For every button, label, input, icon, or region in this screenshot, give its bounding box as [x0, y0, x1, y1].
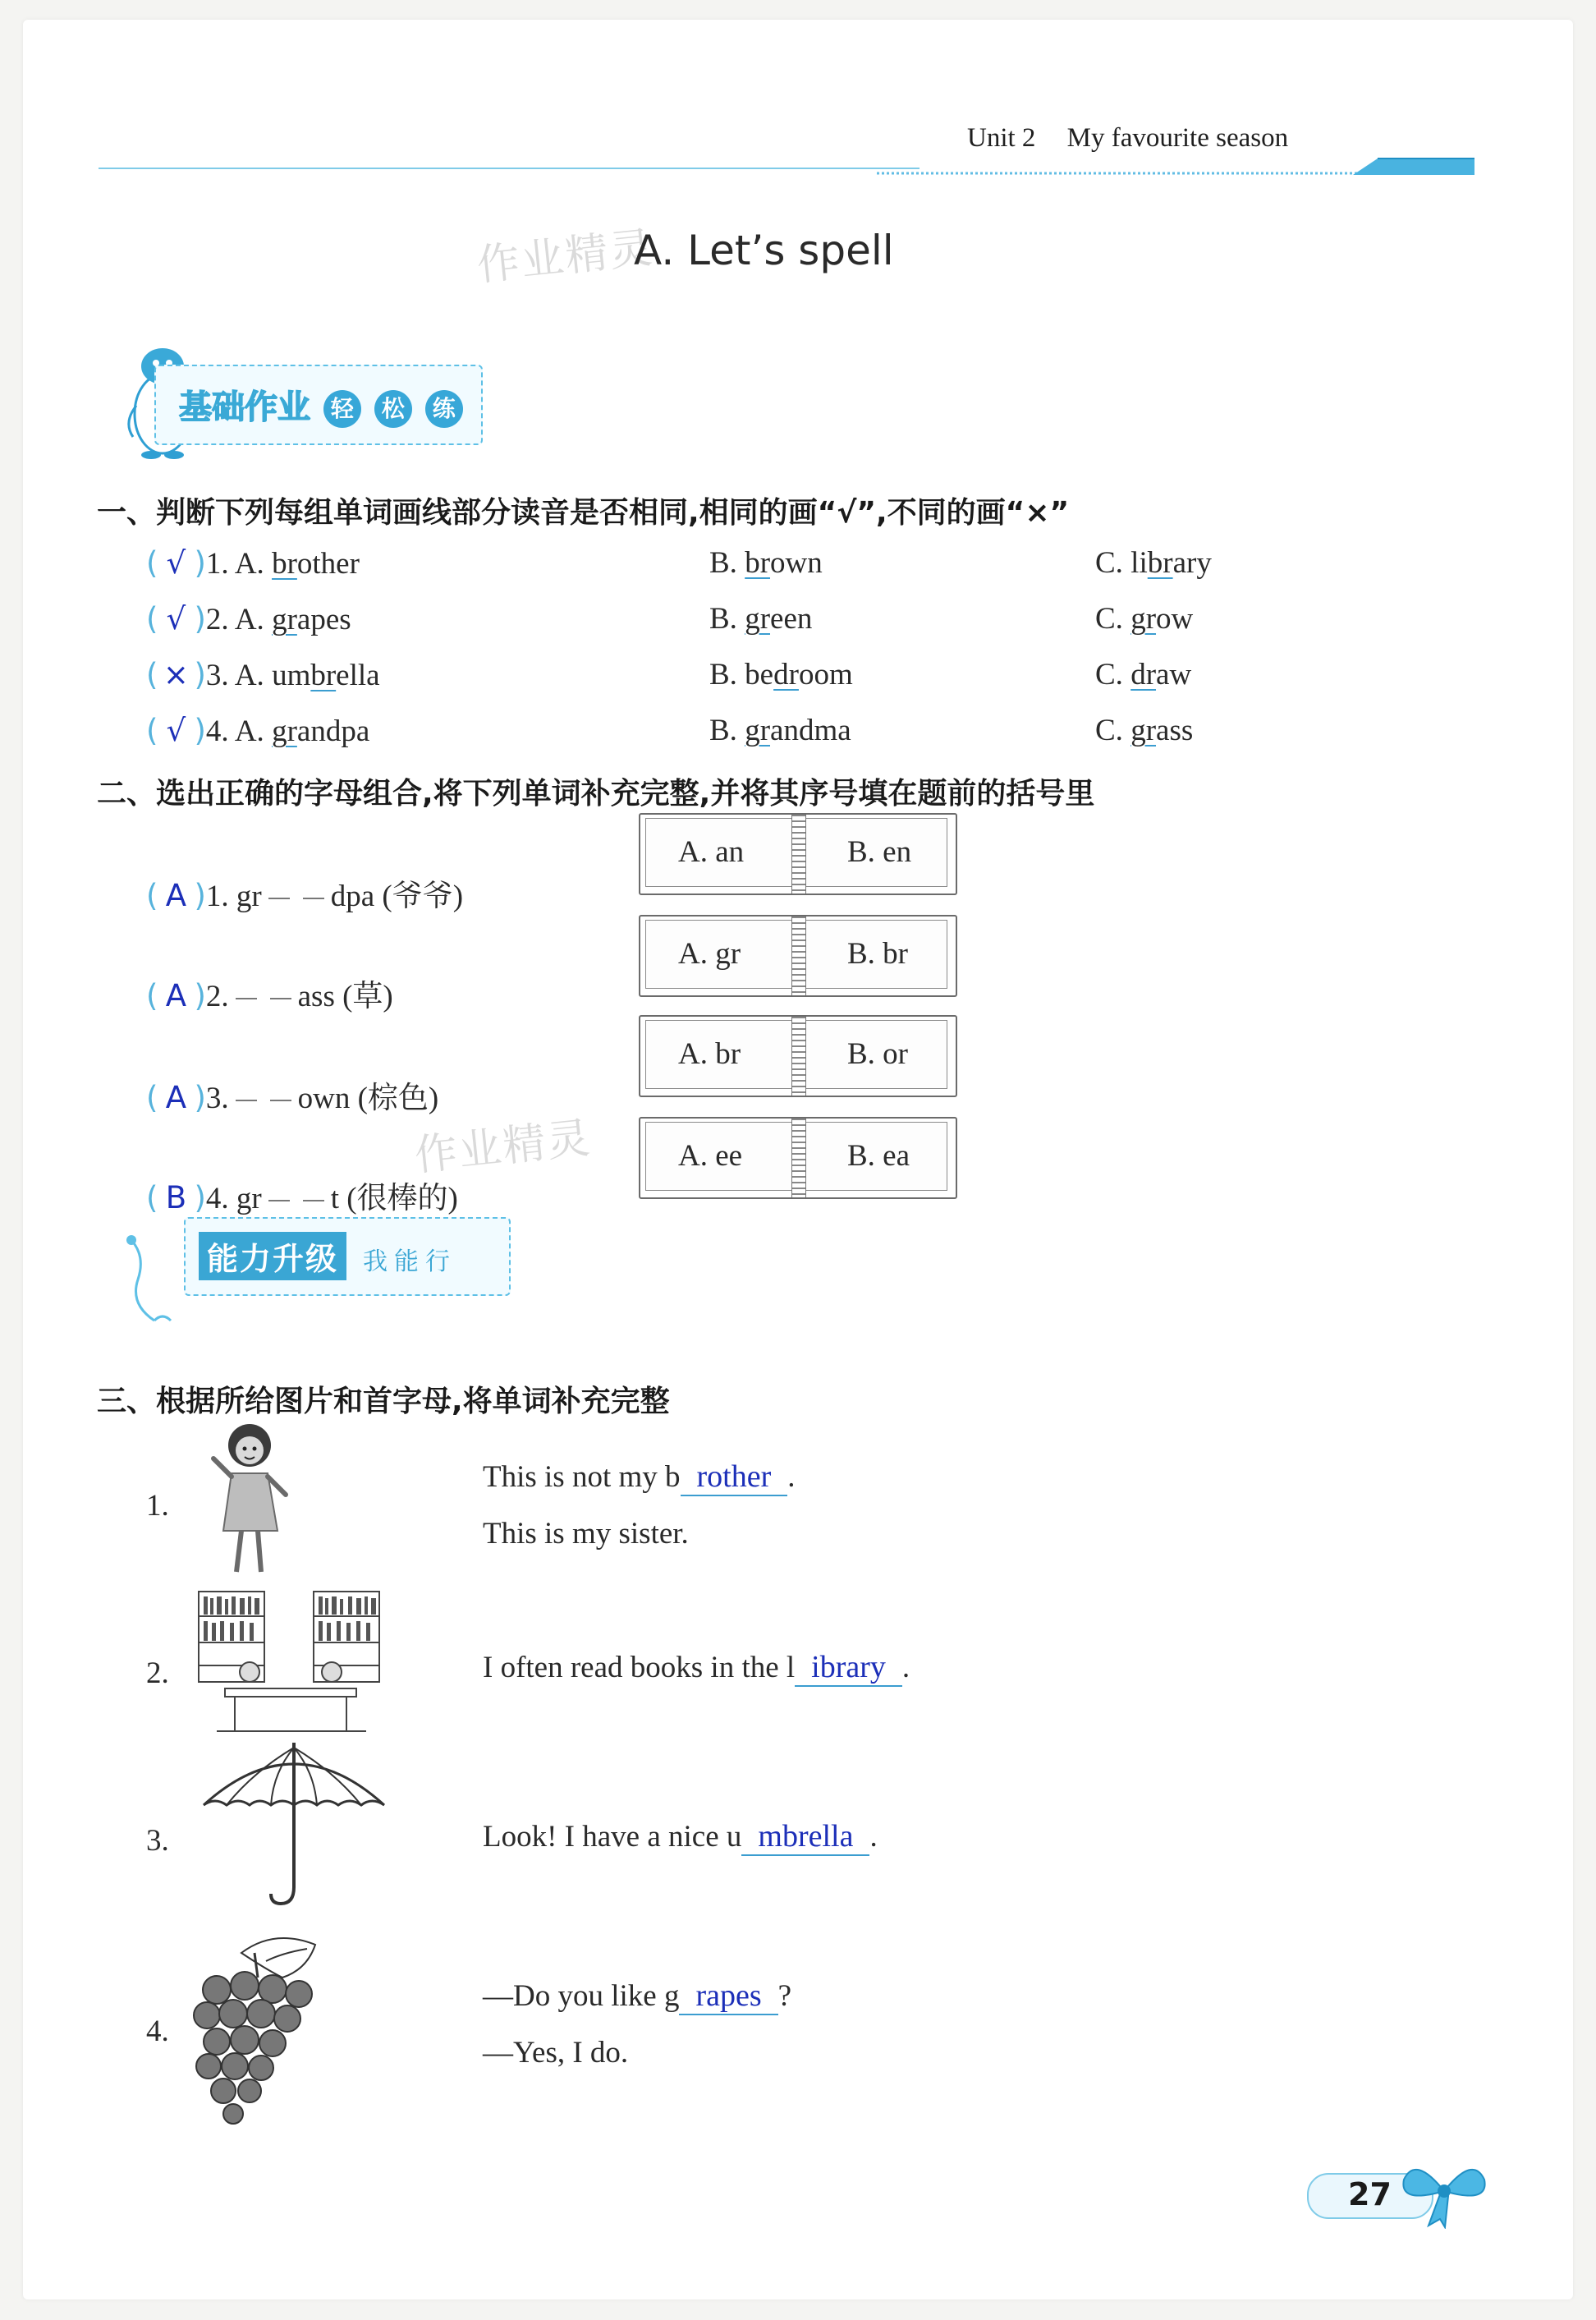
- option-a: A. gr: [678, 937, 741, 971]
- banner-ability-main: 能力升级: [199, 1232, 346, 1280]
- option-c: C. library: [1095, 546, 1212, 580]
- banner-basic-bubble: 练: [425, 390, 463, 428]
- option-b: B. or: [847, 1037, 908, 1071]
- answer-mark: √: [166, 545, 186, 581]
- option-b: B. grandma: [709, 714, 851, 747]
- option-b: B. br: [847, 937, 908, 971]
- section2-item: ( A )1. gr dpa (爷爷): [146, 878, 464, 913]
- answer-fill: ibrary: [795, 1649, 902, 1687]
- item-sentence: Look! I have a nice u mbrella .: [483, 1818, 878, 1856]
- answer-letter: B: [165, 1180, 187, 1215]
- grapes-picture: [184, 1928, 340, 2125]
- section2-item: ( A )3. own (棕色): [146, 1080, 439, 1115]
- girl-picture: [207, 1416, 297, 1580]
- option-book: [639, 1117, 957, 1199]
- item-number: 1.: [146, 1489, 169, 1523]
- banner-ability-sub: 我能行: [363, 1247, 457, 1276]
- option-c: C. grow: [1095, 602, 1194, 636]
- banner-basic-bubble: 松: [374, 390, 412, 428]
- answer-letter: A: [165, 978, 187, 1013]
- item-sentence: I often read books in the l ibrary .: [483, 1649, 910, 1687]
- option-b: B. brown: [709, 546, 823, 580]
- header-rule: [99, 168, 920, 169]
- item-sentence-line2: This is my sister.: [483, 1517, 689, 1550]
- option-book: [639, 813, 957, 895]
- header-band: [877, 154, 1474, 178]
- bow-icon: [1399, 2155, 1489, 2229]
- banner-ability: [199, 1232, 456, 1280]
- header-unit: Unit 2: [967, 123, 1036, 153]
- lesson-title: A. Let’s spell: [634, 227, 894, 274]
- option-b: B. bedroom: [709, 658, 853, 691]
- option-b: B. green: [709, 602, 813, 636]
- umbrella-picture: [195, 1739, 392, 1912]
- item-sentence-line2: —Yes, I do.: [483, 2036, 629, 2070]
- option-b: B. ea: [847, 1139, 910, 1173]
- option-a: A. ee: [678, 1139, 743, 1173]
- section2-item: ( A )2. ass (草): [146, 978, 393, 1013]
- answer-mark: √: [166, 601, 186, 636]
- section3-heading: 三、根据所给图片和首字母,将单词补充完整: [97, 1385, 670, 1418]
- banner-basic-main: 基础作业: [179, 388, 310, 426]
- section2-heading: 二、选出正确的字母组合,将下列单词补充完整,并将其序号填在题前的括号里: [97, 777, 1095, 811]
- item-number: 2.: [146, 1656, 169, 1690]
- answer-fill: rapes: [679, 1978, 777, 2015]
- section1-row: ( × )3. A. umbrella: [146, 657, 380, 692]
- section1-heading: 一、判断下列每组单词画线部分读音是否相同,相同的画“√”,不同的画“×”: [97, 496, 1070, 530]
- watermark: 作业精灵: [412, 1113, 594, 1182]
- option-c: C. grass: [1095, 714, 1194, 747]
- answer-mark: ×: [163, 657, 189, 692]
- option-book: [639, 1015, 957, 1097]
- answer-letter: A: [165, 1080, 187, 1115]
- answer-mark: √: [166, 713, 186, 748]
- header-text: [967, 123, 1288, 154]
- option-a: A. br: [678, 1037, 741, 1071]
- section1-row: ( √ )2. A. grapes: [146, 601, 351, 636]
- page-number: 27: [1348, 2176, 1392, 2212]
- section2-item: ( B )4. gr t (很棒的): [146, 1180, 458, 1215]
- banner-basic: [179, 381, 463, 428]
- answer-fill: mbrella: [741, 1818, 869, 1856]
- header-title: My favourite season: [1066, 123, 1289, 153]
- option-a: A. an: [678, 835, 745, 869]
- section1-row: ( √ )4. A. grandpa: [146, 713, 370, 748]
- option-book: [639, 915, 957, 997]
- banner-basic-bubble: 轻: [323, 390, 361, 428]
- library-picture: [192, 1583, 389, 1739]
- item-sentence: —Do you like g rapes ?: [483, 1978, 791, 2015]
- watermark: 作业精灵: [475, 223, 657, 292]
- section1-row: ( √ )1. A. brother: [146, 545, 360, 581]
- option-b: B. en: [847, 835, 912, 869]
- item-number: 3.: [146, 1824, 169, 1858]
- item-sentence: This is not my b rother .: [483, 1459, 796, 1496]
- option-c: C. draw: [1095, 658, 1192, 691]
- answer-letter: A: [165, 878, 187, 913]
- item-number: 4.: [146, 2014, 169, 2048]
- answer-fill: rother: [681, 1459, 788, 1496]
- workbook-page: [23, 20, 1573, 2299]
